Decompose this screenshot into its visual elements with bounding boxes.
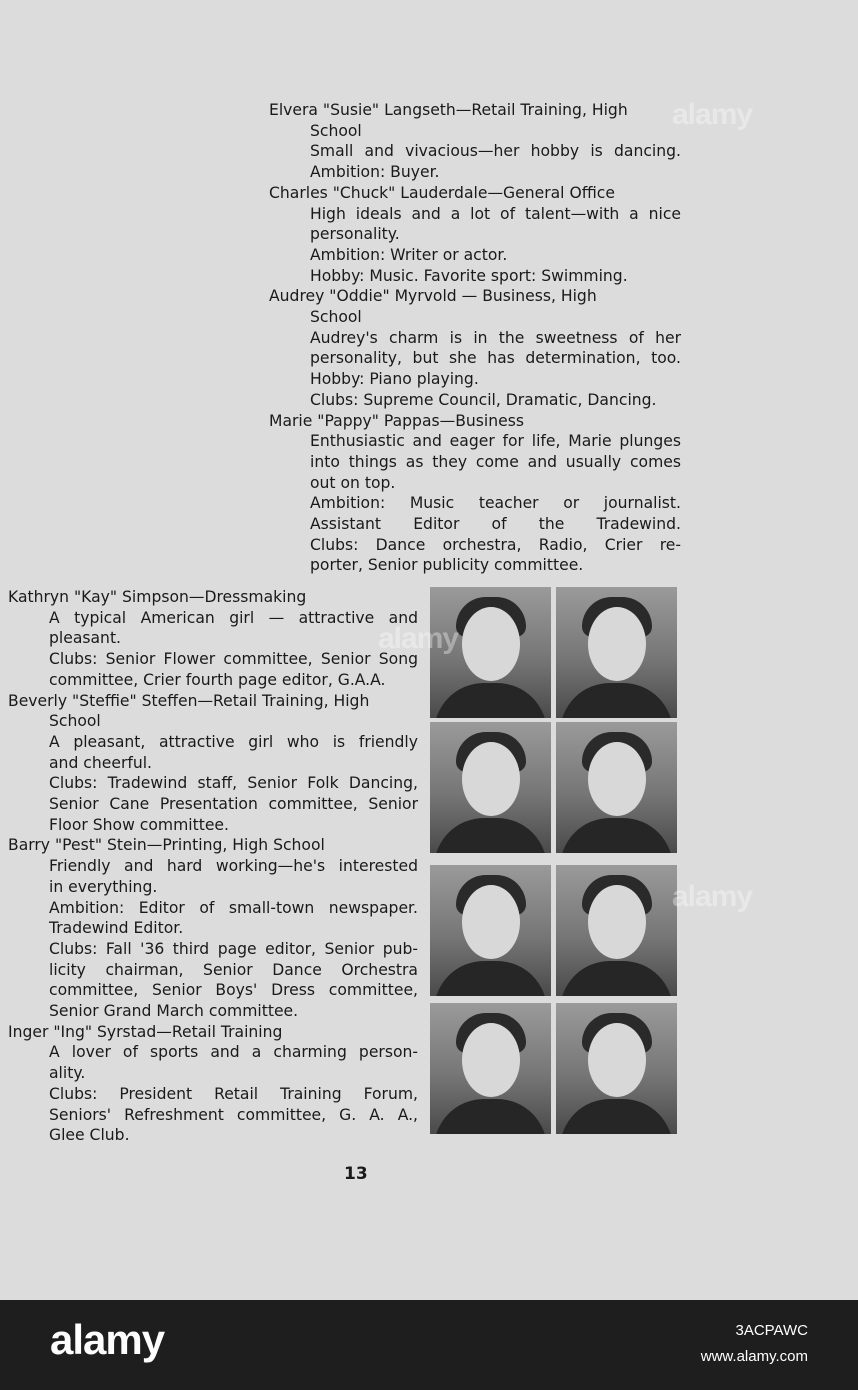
student-name: Marie "Pappy" Pappas—Business — [269, 411, 524, 430]
face-shape — [462, 607, 520, 681]
shoulders-shape — [560, 961, 673, 996]
student-name: Audrey "Oddie" Myrvold — Business, High — [269, 287, 597, 306]
student-entry — [269, 183, 681, 287]
detail-line: Clubs: Dance orchestra, Radio, Crier re- — [310, 535, 681, 554]
student-entry — [8, 691, 418, 836]
portrait-photo — [556, 587, 677, 718]
detail-line: Seniors' Refreshment committee, G. A. A., — [49, 1105, 418, 1124]
face-shape — [588, 607, 646, 681]
detail-line: School — [49, 712, 101, 731]
detail-line: Floor Show committee. — [49, 815, 229, 834]
detail-line: A pleasant, attractive girl who is friendly — [49, 732, 418, 751]
student-name: Charles "Chuck" Lauderdale—General Office — [269, 183, 615, 202]
face-shape — [462, 885, 520, 959]
student-details — [8, 856, 418, 1022]
detail-line: porter, Senior publicity committee. — [310, 556, 584, 575]
student-name: Kathryn "Kay" Simpson—Dressmaking — [8, 588, 307, 606]
face-shape — [588, 1023, 646, 1097]
face-shape — [588, 885, 646, 959]
portrait-photo — [430, 865, 551, 996]
face-shape — [462, 742, 520, 816]
shoulders-shape — [434, 683, 547, 718]
portrait-photo — [556, 722, 677, 853]
detail-line: School — [310, 121, 362, 140]
detail-line: personality, but she has determination, too. — [310, 349, 681, 368]
watermark-logo: alamy — [672, 880, 753, 913]
student-details — [269, 431, 681, 576]
detail-line: Senior Grand March committee. — [49, 1002, 299, 1021]
left-entries — [8, 587, 418, 1146]
detail-line: A lover of sports and a charming person- — [49, 1043, 418, 1062]
detail-line: committee, Senior Boys' Dress committee, — [49, 981, 418, 1000]
portrait-photo — [430, 722, 551, 853]
detail-line: Hobby: Music. Favorite sport: Swimming. — [310, 266, 628, 285]
detail-line: Ambition: Music teacher or journalist. — [310, 494, 681, 513]
detail-line: Clubs: Supreme Council, Dramatic, Dancing. — [310, 390, 657, 409]
student-details — [269, 204, 681, 287]
detail-line: Glee Club. — [49, 1126, 130, 1145]
detail-line: Friendly and hard working—he's interested — [49, 857, 418, 876]
detail-line: licity chairman, Senior Dance Orchestra — [49, 960, 418, 979]
portrait-photo — [556, 1003, 677, 1134]
face-shape — [588, 742, 646, 816]
student-entry — [269, 411, 681, 577]
student-entry — [8, 587, 418, 691]
shoulders-shape — [434, 961, 547, 996]
student-name: Elvera "Susie" Langseth—Retail Training, High — [269, 101, 628, 119]
detail-line: Ambition: Editor of small-town newspaper. — [49, 898, 418, 917]
footer-url: www.alamy.com — [700, 1348, 808, 1365]
detail-line: committee, Crier fourth page editor, G.A.A. — [49, 670, 386, 689]
detail-line: School — [310, 308, 362, 327]
detail-line: Assistant Editor of the Tradewind. — [310, 515, 681, 534]
watermark-logo: alamy — [672, 98, 753, 131]
student-details — [8, 711, 418, 835]
detail-line: Small and vivacious—her hobby is dancing. — [310, 142, 681, 161]
student-entry — [269, 286, 681, 410]
detail-line: personality. — [310, 225, 400, 244]
detail-line: Clubs: President Retail Training Forum, — [49, 1084, 418, 1103]
student-details — [269, 307, 681, 411]
portrait-photo — [430, 1003, 551, 1134]
student-name: Beverly "Steffie" Steffen—Retail Training, High — [8, 691, 370, 710]
detail-line: Clubs: Senior Flower committee, Senior Song — [49, 650, 418, 669]
student-entry — [269, 100, 681, 183]
student-details — [269, 121, 681, 183]
student-details — [8, 608, 418, 691]
detail-line: in everything. — [49, 877, 158, 896]
detail-line: pleasant. — [49, 629, 122, 648]
top-entries — [269, 100, 681, 576]
student-name: Inger "Ing" Syrstad—Retail Training — [8, 1022, 283, 1041]
detail-line: Clubs: Fall '36 third page editor, Senior pub- — [49, 939, 418, 958]
shoulders-shape — [560, 818, 673, 853]
footer-logo: alamy — [50, 1316, 165, 1363]
detail-line: Ambition: Buyer. — [310, 163, 440, 182]
detail-line: ality. — [49, 1064, 86, 1083]
student-entry — [8, 1022, 418, 1146]
detail-line: and cheerful. — [49, 753, 153, 772]
detail-line: High ideals and a lot of talent—with a nice — [310, 204, 681, 223]
detail-line: Clubs: Tradewind staff, Senior Folk Dancing, — [49, 774, 418, 793]
shoulders-shape — [560, 683, 673, 718]
student-details — [8, 1042, 418, 1146]
detail-line: Ambition: Writer or actor. — [310, 245, 508, 264]
detail-line: Tradewind Editor. — [49, 919, 184, 938]
shoulders-shape — [434, 818, 547, 853]
watermark-logo: alamy — [378, 622, 459, 655]
detail-line: A typical American girl — attractive and — [49, 608, 418, 627]
detail-line: Enthusiastic and eager for life, Marie plunges — [310, 432, 681, 451]
detail-line: Hobby: Piano playing. — [310, 370, 479, 389]
detail-line: into things as they come and usually comes — [310, 452, 681, 471]
shoulders-shape — [434, 1099, 547, 1134]
face-shape — [462, 1023, 520, 1097]
detail-line: out on top. — [310, 473, 396, 492]
footer-image-id: 3ACPAWC — [735, 1322, 808, 1339]
shoulders-shape — [560, 1099, 673, 1134]
detail-line: Senior Cane Presentation committee, Senior — [49, 795, 418, 814]
portrait-photo — [556, 865, 677, 996]
detail-line: Audrey's charm is in the sweetness of her — [310, 328, 681, 347]
page-number: 13 — [344, 1164, 368, 1184]
student-entry — [8, 835, 418, 1021]
student-name: Barry "Pest" Stein—Printing, High School — [8, 836, 325, 855]
